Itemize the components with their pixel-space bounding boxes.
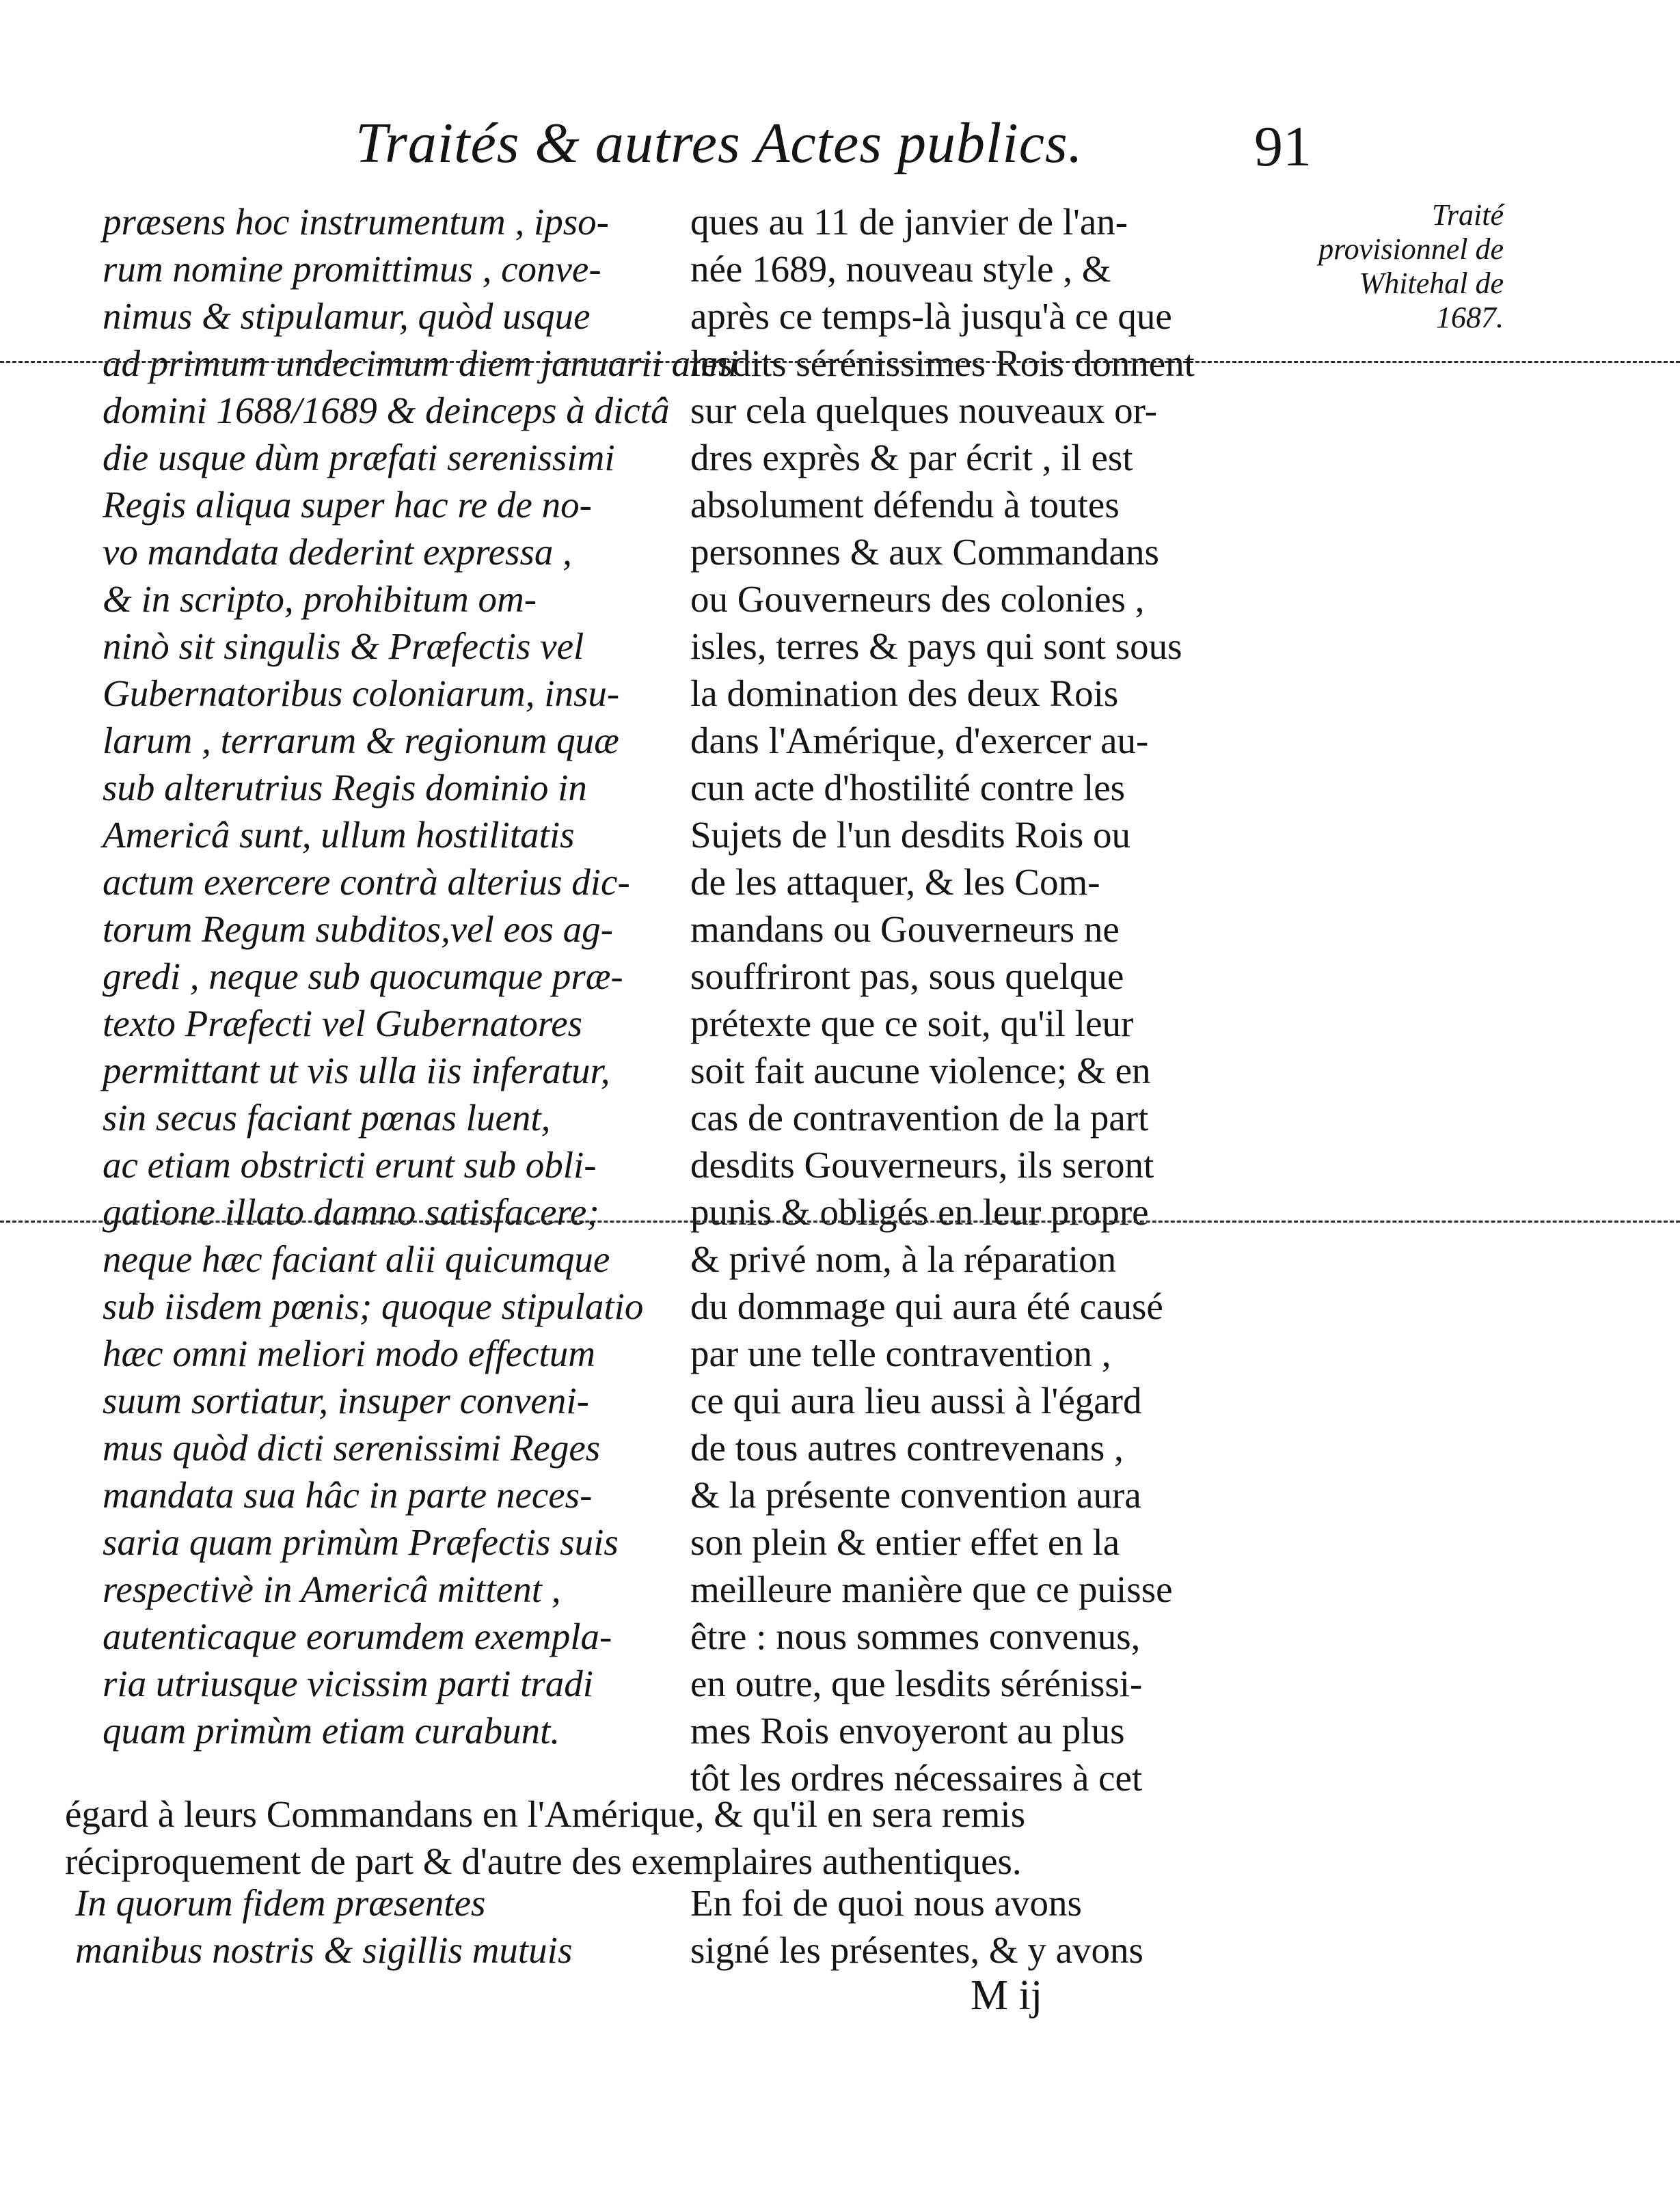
- french-line: ce qui aura lieu aussi à l'égard: [690, 1380, 1142, 1421]
- full-width-line: réciproquement de part & d'autre des exemplaires authentiques.: [65, 1840, 1022, 1882]
- latin-line: gatione illato damno satisfacere;: [103, 1191, 599, 1233]
- closing-french-line: signé les présentes, & y avons: [690, 1929, 1143, 1971]
- french-line: lesdits sérénissimes Rois donnent: [690, 342, 1195, 384]
- french-line: née 1689, nouveau style , &: [690, 248, 1111, 290]
- french-line: & privé nom, à la réparation: [690, 1238, 1117, 1280]
- running-head: Traités & autres Actes publics.: [355, 111, 1083, 175]
- french-line: & la présente convention aura: [690, 1474, 1141, 1516]
- french-line: cun acte d'hostilité contre les: [690, 767, 1126, 808]
- french-line: cas de contravention de la part: [690, 1097, 1149, 1139]
- french-line: desdits Gouverneurs, ils seront: [690, 1144, 1154, 1186]
- latin-line: nimus & stipulamur, quòd usque: [103, 295, 591, 337]
- latin-line: sub iisdem pœnis; quoque stipulatio: [103, 1285, 644, 1327]
- closing-latin-line: manibus nostris & sigillis mutuis: [75, 1929, 573, 1971]
- french-line: ques au 11 de janvier de l'an-: [690, 201, 1128, 243]
- latin-line: præsens hoc instrumentum , ipso-: [103, 201, 609, 243]
- latin-line: ac etiam obstricti erunt sub obli-: [103, 1144, 597, 1186]
- full-width-text: [65, 1790, 1261, 1885]
- latin-line: ninò sit singulis & Præfectis vel: [103, 625, 584, 667]
- french-line: par une telle contravention ,: [690, 1333, 1111, 1374]
- french-line: dres exprès & par écrit , il est: [690, 437, 1133, 478]
- french-line: isles, terres & pays qui sont sous: [690, 625, 1182, 667]
- french-line: dans l'Amérique, d'exercer au-: [690, 720, 1149, 761]
- latin-line: actum exercere contrà alterius dic-: [103, 861, 630, 903]
- latin-line: texto Præfecti vel Gubernatores: [103, 1003, 583, 1044]
- french-line: absolument défendu à toutes: [690, 484, 1120, 526]
- latin-line: permittant ut vis ulla iis inferatur,: [103, 1050, 610, 1091]
- french-line: de les attaquer, & les Com-: [690, 861, 1100, 903]
- page-number: 91: [1254, 115, 1312, 178]
- latin-line: Gubernatoribus coloniarum, insu-: [103, 672, 620, 714]
- latin-line: Regis aliqua super hac re de no-: [103, 484, 592, 526]
- french-line: punis & obligés en leur propre: [690, 1191, 1149, 1233]
- scan-artifact-line: [0, 1221, 1680, 1223]
- marginal-note: [1285, 198, 1504, 335]
- french-line: du dommage qui aura été causé: [690, 1285, 1163, 1327]
- french-column: [690, 198, 1261, 1801]
- latin-line: vo mandata dederint expressa ,: [103, 531, 572, 573]
- latin-column: [103, 198, 739, 1754]
- latin-line: ria utriusque vicissim parti tradi: [103, 1663, 594, 1704]
- marginal-note-line: 1687.: [1436, 301, 1504, 334]
- latin-line: rum nomine promittimus , conve-: [103, 248, 601, 290]
- latin-line: mus quòd dicti serenissimi Reges: [103, 1427, 601, 1469]
- latin-line: Americâ sunt, ullum hostilitatis: [103, 814, 575, 856]
- french-line: être : nous sommes convenus,: [690, 1616, 1141, 1657]
- french-line: mandans ou Gouverneurs ne: [690, 908, 1120, 950]
- latin-line: torum Regum subditos,vel eos ag-: [103, 908, 613, 950]
- closing-french-line: En foi de quoi nous avons: [690, 1882, 1082, 1924]
- scan-artifact-line: [0, 361, 1680, 363]
- french-line: mes Rois envoyeront au plus: [690, 1710, 1125, 1752]
- full-width-line: égard à leurs Commandans en l'Amérique, & qu'il en sera remis: [65, 1793, 1026, 1835]
- french-line: personnes & aux Commandans: [690, 531, 1159, 573]
- latin-line: gredi , neque sub quocumque præ-: [103, 955, 623, 997]
- marginal-note-line: provisionnel de: [1318, 232, 1504, 266]
- latin-line: sin secus faciant pœnas luent,: [103, 1097, 551, 1139]
- latin-line: die usque dùm præfati serenissimi: [103, 437, 615, 478]
- french-line: ou Gouverneurs des colonies ,: [690, 578, 1145, 620]
- marginal-note-line: Whitehal de: [1359, 267, 1504, 300]
- french-line: prétexte que ce soit, qu'il leur: [690, 1003, 1134, 1044]
- latin-line: hæc omni meliori modo effectum: [103, 1333, 595, 1374]
- latin-line: quam primùm etiam curabunt.: [103, 1710, 560, 1752]
- french-line: son plein & entier effet en la: [690, 1521, 1120, 1563]
- french-line: la domination des deux Rois: [690, 672, 1119, 714]
- french-line: sur cela quelques nouveaux or-: [690, 390, 1158, 431]
- marginal-note-line: Traité: [1431, 198, 1504, 232]
- french-line: tôt les ordres nécessaires à cet: [690, 1757, 1143, 1799]
- latin-line: mandata sua hâc in parte neces-: [103, 1474, 593, 1516]
- french-line: en outre, que lesdits sérénissi-: [690, 1663, 1143, 1704]
- latin-line: domini 1688/1689 & deinceps à dictâ: [103, 390, 670, 431]
- latin-line: larum , terrarum & regionum quæ: [103, 720, 619, 761]
- signature-mark: M ij: [971, 1972, 1043, 2019]
- closing-latin: [75, 1879, 690, 1974]
- latin-line: & in scripto, prohibitum om-: [103, 578, 537, 620]
- latin-line: suum sortiatur, insuper conveni-: [103, 1380, 589, 1421]
- french-line: Sujets de l'un desdits Rois ou: [690, 814, 1130, 856]
- latin-line: autenticaque eorumdem exempla-: [103, 1616, 612, 1657]
- latin-line: sub alterutrius Regis dominio in: [103, 767, 587, 808]
- latin-line: saria quam primùm Præfectis suis: [103, 1521, 619, 1563]
- latin-line: respectivè in Americâ mittent ,: [103, 1568, 561, 1610]
- french-line: après ce temps-là jusqu'à ce que: [690, 295, 1172, 337]
- closing-french: [690, 1879, 1261, 1974]
- french-line: meilleure manière que ce puisse: [690, 1568, 1173, 1610]
- latin-line: ad primum undecimum diem januarii anni: [103, 342, 739, 384]
- french-line: souffriront pas, sous quelque: [690, 955, 1124, 997]
- french-line: soit fait aucune violence; & en: [690, 1050, 1151, 1091]
- closing-latin-line: In quorum fidem præsentes: [75, 1882, 486, 1924]
- latin-line: neque hæc faciant alii quicumque: [103, 1238, 610, 1280]
- french-line: de tous autres contrevenans ,: [690, 1427, 1124, 1469]
